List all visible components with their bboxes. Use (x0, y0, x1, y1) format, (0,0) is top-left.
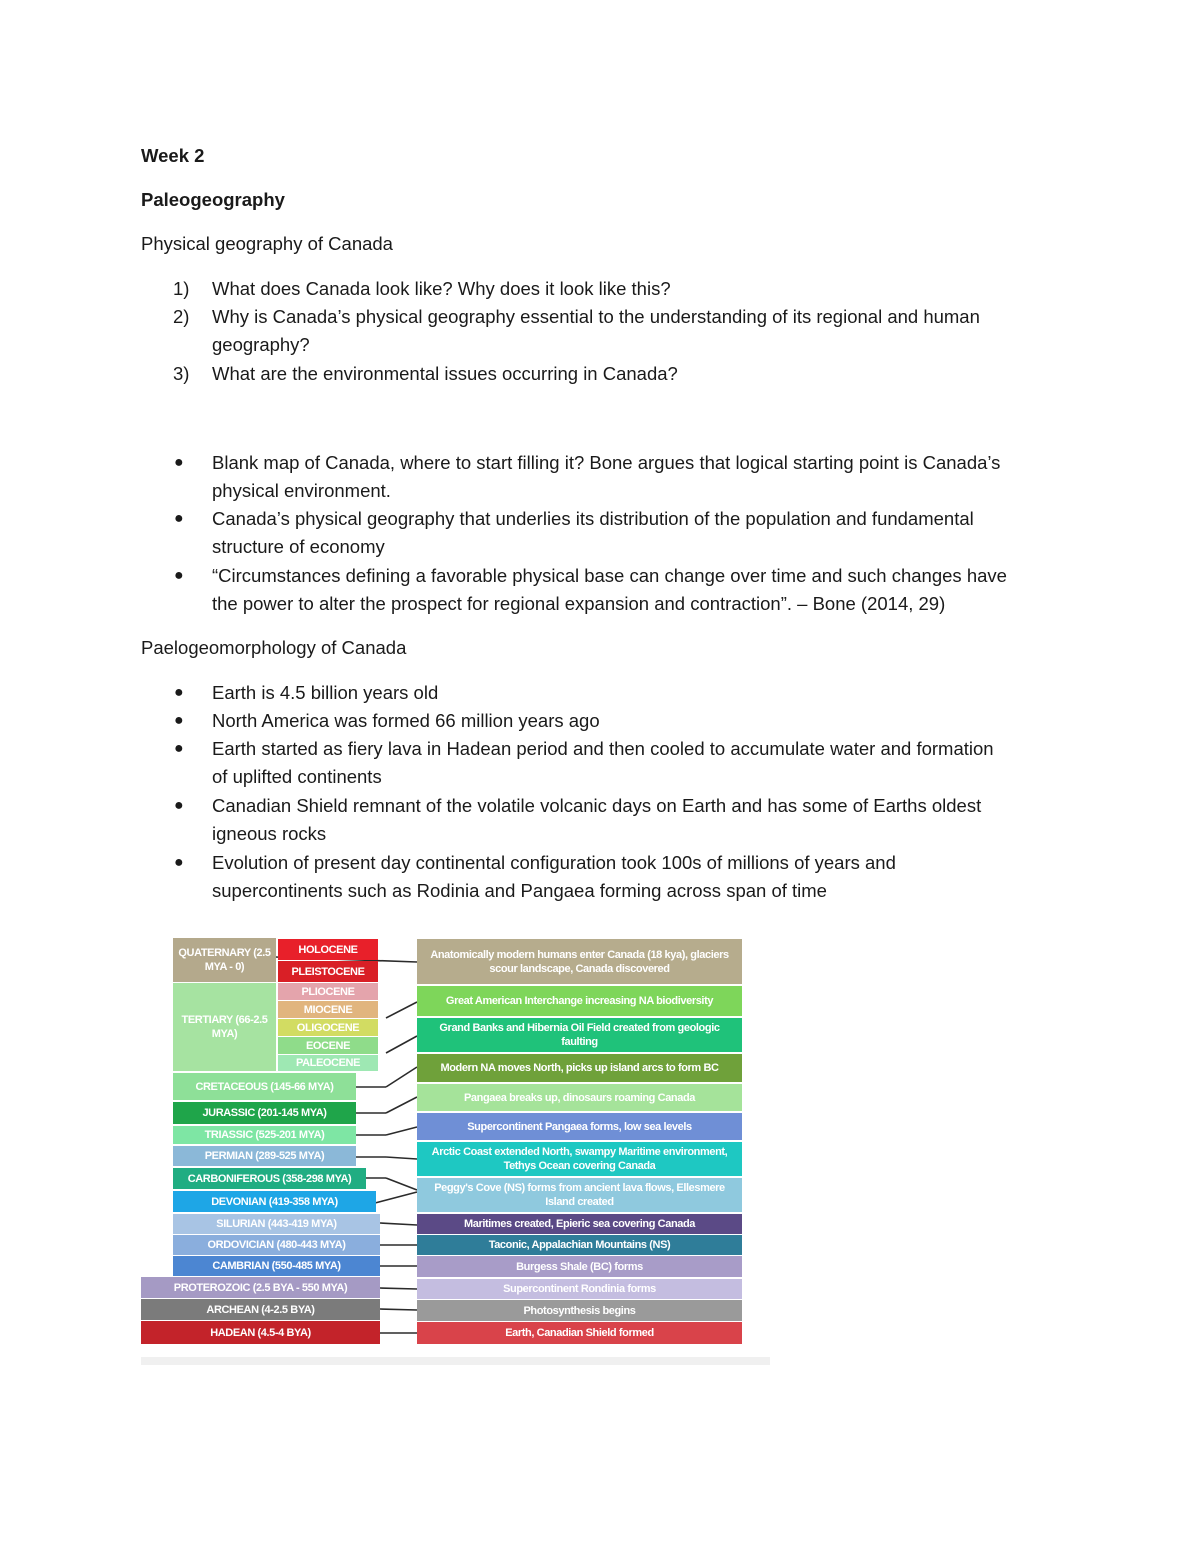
question-text: Why is Canada’s physical geography essential to the understanding of its regional and human (212, 306, 980, 327)
question-number: 1) (173, 278, 190, 299)
section-title-paleogeomorphology: Paelogeomorphology of Canada (141, 637, 407, 658)
event-pangaea-forms: Supercontinent Pangaea forms, low sea levels (417, 1113, 742, 1140)
event-burgess-shale: Burgess Shale (BC) forms (417, 1256, 742, 1277)
epoch-paleocene: PALEOCENE (278, 1055, 378, 1071)
connector-line (380, 1223, 417, 1225)
period-ordovician: ORDOVICIAN (480-443 MYA) (173, 1235, 380, 1255)
bullet-text: Blank map of Canada, where to start filling it? Bone argues that logical starting point is Canada’s (212, 452, 1001, 473)
bullet-icon: ● (174, 854, 184, 871)
question-text: What are the environmental issues occurring in Canada? (212, 363, 678, 384)
epoch-miocene: MIOCENE (278, 1001, 378, 1018)
bullet-text: the power to alter the prospect for regional expansion and contraction”. – Bone (2014, 29) (212, 593, 946, 614)
bullet-text: supercontinents such as Rodinia and Pangaea forming across span of time (212, 880, 827, 901)
period-silurian: SILURIAN (443-419 MYA) (173, 1214, 380, 1234)
bullet-text: physical environment. (212, 480, 391, 501)
event-maritimes-created: Maritimes created, Epieric sea covering Canada (417, 1214, 742, 1234)
connector-line (386, 1127, 417, 1135)
era-quaternary: QUATERNARY (2.5 MYA - 0) (173, 938, 276, 982)
event-peggys-cove: Peggy's Cove (NS) forms from ancient lava flows, Ellesmere Island created (417, 1178, 742, 1212)
bullet-icon: ● (174, 740, 184, 757)
bullet-text: Evolution of present day continental configuration took 100s of millions of years and (212, 852, 896, 873)
connector-line (375, 1192, 417, 1203)
epoch-oligocene: OLIGOCENE (278, 1019, 378, 1036)
era-tertiary: TERTIARY (66-2.5 MYA) (173, 983, 276, 1071)
section-title-physical-geography: Physical geography of Canada (141, 233, 393, 254)
bullet-icon: ● (174, 684, 184, 701)
bullet-text: Canada’s physical geography that underlies its distribution of the population and fundamental (212, 508, 974, 529)
connector-line (386, 1097, 417, 1113)
question-number: 2) (173, 306, 190, 327)
eon-hadean: HADEAN (4.5-4 BYA) (141, 1321, 380, 1344)
bullet-text: igneous rocks (212, 823, 327, 844)
epoch-eocene: EOCENE (278, 1037, 378, 1054)
event-arctic-coast-extended: Arctic Coast extended North, swampy Maritime environment, Tethys Ocean covering Canada (417, 1142, 742, 1176)
bullet-text: of uplifted continents (212, 766, 382, 787)
period-triassic: TRIASSIC (525-201 MYA) (173, 1126, 356, 1144)
event-photosynthesis-begins: Photosynthesis begins (417, 1300, 742, 1321)
eon-archean: ARCHEAN (4-2.5 BYA) (141, 1299, 380, 1320)
bullet-icon: ● (174, 797, 184, 814)
epoch-pliocene: PLIOCENE (278, 983, 378, 1000)
event-taconic-appalachian: Taconic, Appalachian Mountains (NS) (417, 1235, 742, 1255)
connector-line (386, 1002, 417, 1018)
bullet-icon: ● (174, 510, 184, 527)
eon-proterozoic: PROTEROZOIC (2.5 BYA - 550 MYA) (141, 1277, 380, 1298)
connector-line (386, 1157, 417, 1159)
event-grand-banks-hibernia: Grand Banks and Hibernia Oil Field created from geologic faulting (417, 1018, 742, 1052)
question-text: geography? (212, 334, 310, 355)
connector-line (380, 1309, 417, 1310)
event-na-moves-north: Modern NA moves North, picks up island arcs to form BC (417, 1054, 742, 1082)
bullet-text: North America was formed 66 million years ago (212, 710, 600, 731)
epoch-holocene: HOLOCENE (278, 939, 378, 960)
question-text: What does Canada look like? Why does it look like this? (212, 278, 671, 299)
bullet-text: Canadian Shield remnant of the volatile volcanic days on Earth and has some of Earths oldest (212, 795, 982, 816)
bullet-text: structure of economy (212, 536, 385, 557)
event-canadian-shield-formed: Earth, Canadian Shield formed (417, 1322, 742, 1344)
topic-heading: Paleogeography (141, 189, 285, 210)
week-heading: Week 2 (141, 145, 205, 166)
event-great-american-interchange: Great American Interchange increasing NA biodiversity (417, 986, 742, 1016)
bullet-icon: ● (174, 454, 184, 471)
connector-line (380, 1288, 417, 1289)
question-number: 3) (173, 363, 190, 384)
event-pangaea-breaks-up: Pangaea breaks up, dinosaurs roaming Canada (417, 1084, 742, 1111)
bullet-text: “Circumstances defining a favorable physical base can change over time and such changes have (212, 565, 1007, 586)
period-jurassic: JURASSIC (201-145 MYA) (173, 1102, 356, 1124)
bullet-icon: ● (174, 567, 184, 584)
connector-line (386, 1178, 417, 1190)
bullet-icon: ● (174, 712, 184, 729)
period-cambrian: CAMBRIAN (550-485 MYA) (173, 1256, 380, 1276)
connector-line (386, 1067, 417, 1087)
period-carboniferous: CARBONIFEROUS (358-298 MYA) (173, 1168, 366, 1189)
epoch-pleistocene: PLEISTOCENE (278, 961, 378, 982)
connector-line (386, 1036, 417, 1053)
figure-bottom-border (141, 1357, 770, 1365)
bullet-text: Earth started as fiery lava in Hadean period and then cooled to accumulate water and formation (212, 738, 994, 759)
event-rodinia-forms: Supercontinent Rondinia forms (417, 1279, 742, 1299)
event-humans-enter-canada: Anatomically modern humans enter Canada (18 kya), glaciers scour landscape, Canada discovered (417, 939, 742, 984)
period-permian: PERMIAN (289-525 MYA) (173, 1146, 356, 1166)
period-cretaceous: CRETACEOUS (145-66 MYA) (173, 1073, 356, 1100)
bullet-text: Earth is 4.5 billion years old (212, 682, 439, 703)
period-devonian: DEVONIAN (419-358 MYA) (173, 1191, 376, 1212)
